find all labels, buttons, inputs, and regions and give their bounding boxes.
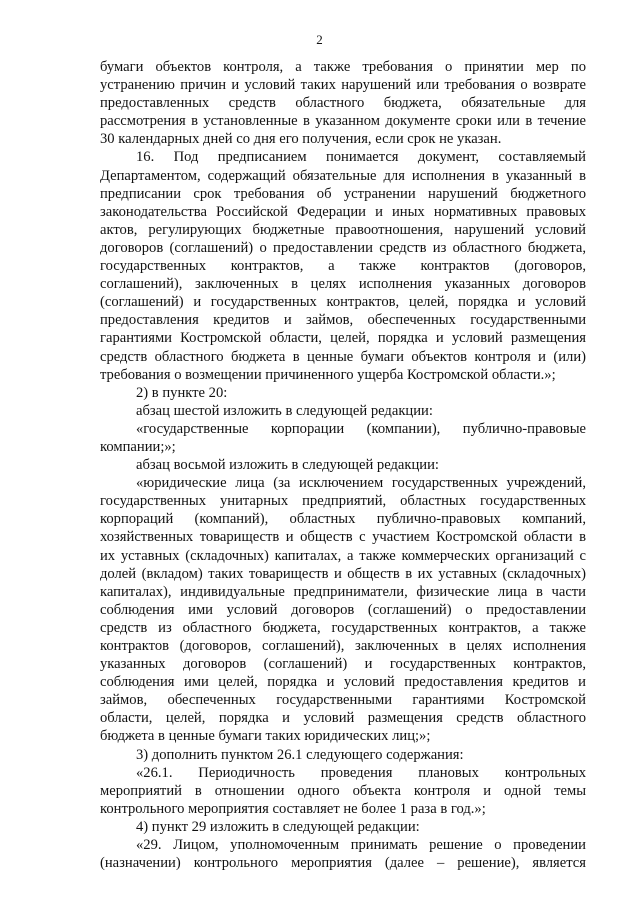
text-line: рассмотрения в установленные в указанном документе сроки или в течение [100, 113, 586, 130]
text-line: долей (вкладом) таких товариществ и обществ в их уставных (складочных) [100, 565, 586, 582]
text-line: гарантиями Костромской области, целей, порядка и условий размещения [100, 330, 586, 347]
text-line: «29. Лицом, уполномоченным принимать решение о проведении [136, 837, 586, 854]
text-line: компании;»; [100, 438, 176, 455]
text-line: договоров (соглашений) о предоставлении средств из областного бюджета, [100, 239, 586, 256]
text-line: «государственные корпорации (компании), публично-правовые [136, 420, 586, 437]
text-line: (соглашений) и государственных контрактов, целей, порядка и условий [100, 294, 586, 311]
text-line: области, целей, порядка и условий размещения средств областного [100, 710, 586, 727]
text-line: контрольного мероприятия составляет не более 1 раза в год.»; [100, 800, 486, 817]
text-line: 3) дополнить пунктом 26.1 следующего содержания: [136, 746, 464, 763]
text-line: капиталах), индивидуальные предприниматели, физические лица в части [100, 583, 586, 600]
text-line: актов, регулирующих бюджетные правоотношения, нарушений условий [100, 221, 586, 238]
text-line: «юридические лица (за исключением государственных учреждений, [136, 475, 586, 492]
text-line: государственных унитарных предприятий, областных государственных [100, 493, 586, 510]
text-line: бюджета в ценные бумаги таких юридических лиц;»; [100, 728, 431, 745]
text-line: предоставленных средств областного бюджета, обязательные для [100, 95, 586, 112]
text-line: 30 календарных дней со дня его получения, если срок не указан. [100, 131, 502, 148]
text-line: требования о возмещении причиненного ущерба Костромской области.»; [100, 366, 556, 383]
text-line: мероприятий в отношении одного объекта контроля и одной темы [100, 782, 586, 799]
text-line: соблюдения ими целей, порядка и условий предоставления кредитов и [100, 674, 586, 691]
text-line: 16. Под предписанием понимается документ, составляемый [136, 149, 586, 166]
text-line: абзац восьмой изложить в следующей редакции: [136, 457, 439, 474]
text-line: (назначении) контрольного мероприятия (далее – решение), является [100, 855, 586, 872]
text-line: средств из областного бюджета, государственных контрактов, а также [100, 619, 586, 636]
text-line: корпораций (компаний), областных публично-правовых компаний, [100, 511, 586, 528]
text-line: бумаги объектов контроля, а также требования о принятии мер по [100, 59, 586, 75]
page-number: 2 [316, 32, 323, 47]
text-line: предоставления кредитов и займов, обеспеченных государственными [100, 312, 586, 329]
text-line: соблюдения ими условий договоров (соглашений) о предоставлении [100, 601, 586, 618]
text-line: Департаментом, содержащий обязательные для исполнения в указанный в [100, 167, 586, 184]
text-line: абзац шестой изложить в следующей редакции: [136, 402, 433, 419]
text-line: их уставных (складочных) капиталах, а также коммерческих организаций с [100, 547, 586, 564]
text-line: «26.1. Периодичность проведения плановых контрольных [136, 764, 586, 781]
text-line: соглашений), заключенных в целях исполнения указанных договоров [100, 276, 586, 293]
document-body [100, 58, 586, 872]
text-line: государственных контрактов, а также контрактов (договоров, [100, 258, 586, 275]
text-line: устранению причин и условий таких нарушений или требования о возврате [100, 77, 586, 94]
text-line: хозяйственных товариществ и обществ с участием Костромской области в [100, 529, 586, 546]
text-line: законодательства Российской Федерации и иных нормативных правовых [100, 203, 586, 220]
text-line: займов, обеспеченных государственными гарантиями Костромской [100, 692, 586, 709]
text-line: средств областного бюджета в ценные бумаги объектов контроля и (или) [100, 348, 586, 365]
text-line: 2) в пункте 20: [136, 384, 228, 401]
text-line: указанных договоров (соглашений) и государственных контрактов, [100, 656, 586, 673]
text-line: 4) пункт 29 изложить в следующей редакции: [136, 818, 420, 835]
text-line: контрактов (договоров, соглашений), заключенных в целях исполнения [100, 638, 586, 654]
text-line: предписании срок требования об устранении нарушений бюджетного [100, 185, 586, 202]
